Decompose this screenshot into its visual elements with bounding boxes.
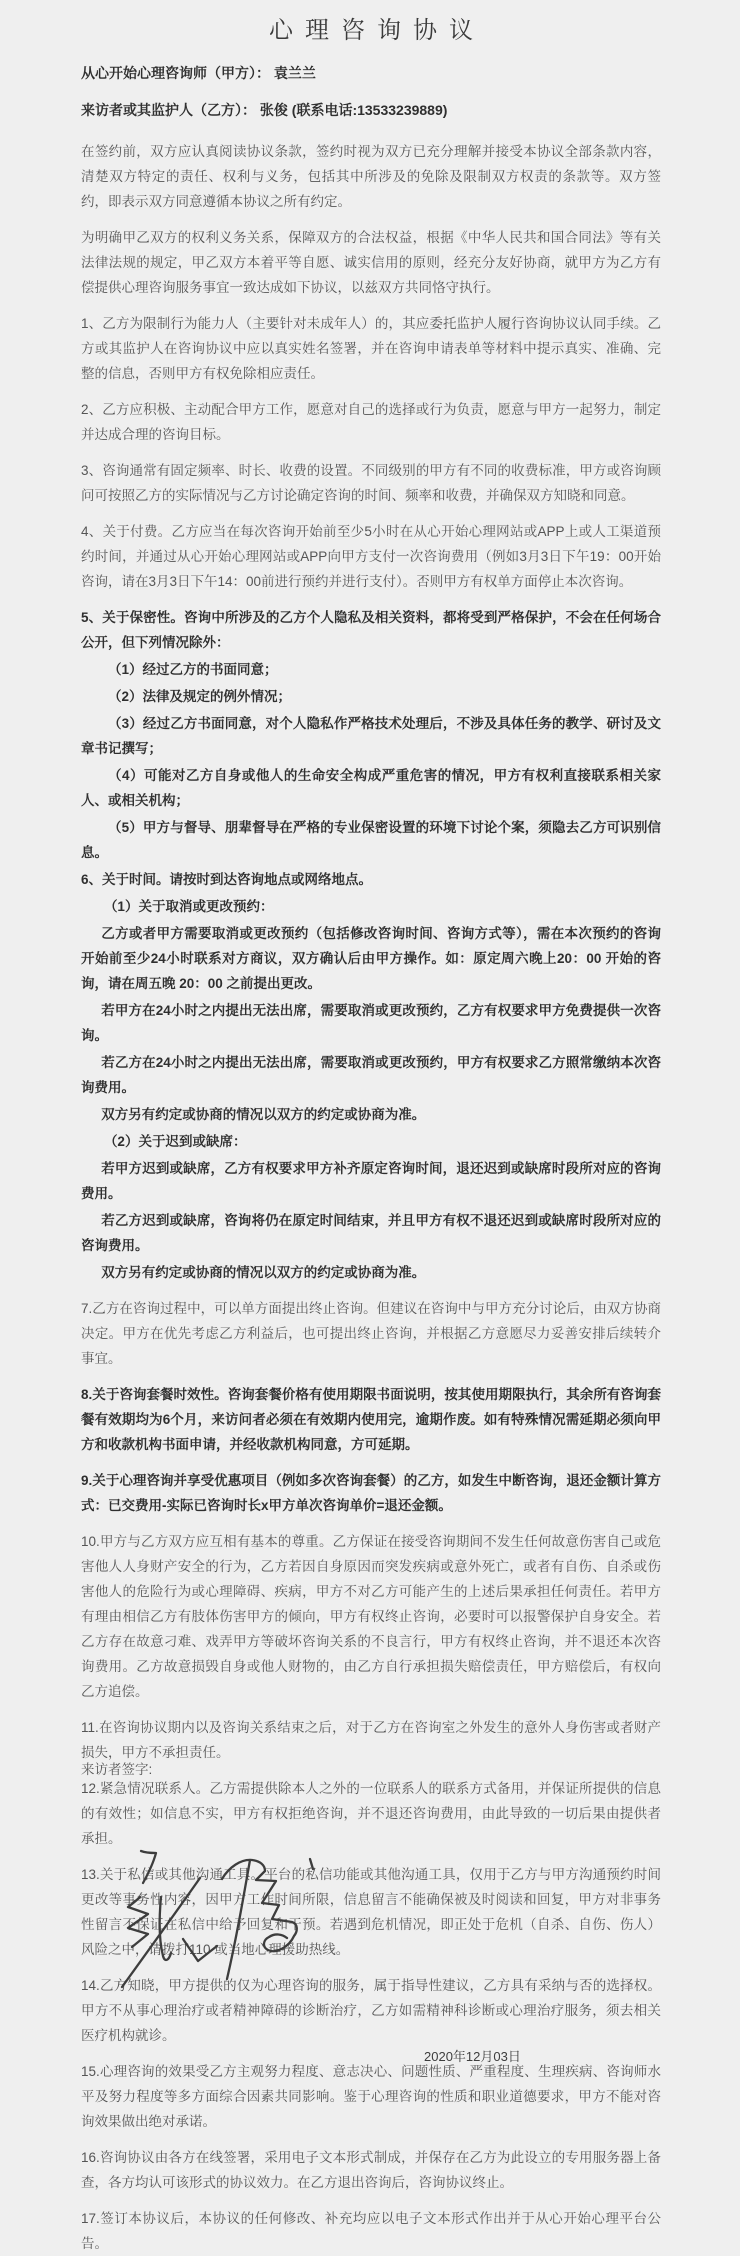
party-a-line: 从心开始心理咨询师（甲方）： 袁兰兰 (81, 65, 316, 81)
agreement-paragraph: （1）经过乙方的书面同意； (108, 662, 278, 677)
agreement-paragraph: 9.关于心理咨询并享受优惠项目（例如多次咨询套餐）的乙方，如发生中断咨询，退还金额计算方式：已交费用-实际已咨询时长x甲方单次咨询单价=退还金额。 (81, 1473, 661, 1513)
agreement-paragraph: 13.关于私信或其他沟通工具。平台的私信功能或其他沟通工具，仅用于乙方与甲方沟通预约时间更改等事务性内容，因甲方工作时间所限，信息留言不能确保被及时阅读和回复，甲方对非事务性留言不保证在私信中给予回复和干预。若遇到危机情况，即正处于危机（自杀、自伤、伤人）风险之中，请拨打110 或当地心理援助热线。 (81, 1867, 661, 1957)
signature-date: 2020年12月03日 (424, 2049, 521, 2064)
agreement-paragraph: 1、乙方为限制行为能力人（主要针对未成年人）的，其应委托监护人履行咨询协议认同手续。乙方或其监护人在咨询协议中应以真实姓名签署，并在咨询申请表单等材料中提示真实、准确、完整的信息，否则甲方有权免除相应责任。 (81, 316, 661, 381)
signature-stroke (141, 1851, 156, 1883)
agreement-paragraph: 若甲方迟到或缺席，乙方有权要求甲方补齐原定咨询时间，退还迟到或缺席时段所对应的咨询费用。 (81, 1161, 661, 1201)
visitor-signature-label: 来访者签字: (81, 1762, 153, 1777)
agreement-paragraph: （1）关于取消或更改预约： (103, 899, 274, 914)
agreement-paragraph: 10.甲方与乙方双方应互相有基本的尊重。乙方保证在接受咨询期间不发生任何故意伤害自己或危害他人人身财产安全的行为，乙方若因自身原因而突发疾病或意外死亡，或者有自伤、自杀或伤害他人的危险行为或心理障碍、疾病，甲方不对乙方可能产生的上述后果承担任何责任。若甲方有理由相信乙方有肢体伤害甲方的倾向，甲方有权终止咨询，必要时可以报警保护自身安全。若乙方存在故意刁难、戏弄甲方等破坏咨询关系的不良言行，甲方有权终止咨询，并不退还本次咨询费用。乙方故意损毁自身或他人财物的，由乙方自行承担损失赔偿责任，甲方赔偿后，有权向乙方追偿。 (81, 1534, 661, 1699)
agreement-paragraph: 4、关于付费。乙方应当在每次咨询开始前至少5小时在从心开始心理网站或APP上或人工渠道预约时间，并通过从心开始心理网站或APP向甲方支付一次咨询费用（例如3月3日下午19：00开始咨询，请在3月3日下午14：00前进行预约并进行支付）。否则甲方有权单方面停止本次咨询。 (81, 524, 661, 589)
signature-stroke (128, 1897, 148, 1947)
agreement-paragraph: 7.乙方在咨询过程中，可以单方面提出终止咨询。但建议在咨询中与甲方充分讨论后，由双方协商决定。甲方在优先考虑乙方利益后，也可提出终止咨询，并根据乙方意愿尽力妥善安排后续转介事宜。 (81, 1301, 661, 1366)
agreement-paragraph: （5）甲方与督导、朋辈督导在严格的专业保密设置的环境下讨论个案，须隐去乙方可识别信息。 (81, 820, 661, 860)
agreement-paragraph: 双方另有约定或协商的情况以双方的约定或协商为准。 (101, 1107, 426, 1122)
agreement-paragraph: （3）经过乙方书面同意，对个人隐私作严格技术处理后，不涉及具体任务的教学、研讨及文章书记撰写； (81, 716, 661, 756)
agreement-paragraph: 为明确甲乙双方的权利义务关系，保障双方的合法权益，根据《中华人民共和国合同法》等有关法律法规的规定，甲乙双方本着平等自愿、诚实信用的原则，经充分友好协商，就甲方为乙方有偿提供心理咨询服务事宜一致达成如下协议，以兹双方共同恪守执行。 (81, 230, 661, 295)
agreement-paragraph: （4）可能对乙方自身或他人的生命安全构成严重危害的情况，甲方有权利直接联系相关家人、或相关机构； (81, 768, 661, 808)
agreement-paragraph: （2）法律及规定的例外情况； (108, 689, 292, 704)
agreement-paragraph: 14.乙方知晓，甲方提供的仅为心理咨询的服务，属于指导性建议，乙方具有采纳与否的选择权。甲方不从事心理治疗或者精神障碍的诊断治疗，乙方如需精神科诊断或心理治疗服务，须去相关医疗机构就诊。 (81, 1978, 661, 2043)
agreement-paragraph: 在签约前，双方应认真阅读协议条款，签约时视为双方已充分理解并接受本协议全部条款内容，清楚双方特定的责任、权利与义务，包括其中所涉及的免除及限制双方权责的条款等。双方签约，即表示双方同意遵循本协议之所有约定。 (81, 144, 661, 209)
agreement-paragraph: 16.咨询协议由各方在线签署，采用电子文本形式制成，并保存在乙方为此设立的专用服务器上备查，各方均认可该形式的协议效力。在乙方退出咨询后，咨询协议终止。 (81, 2150, 661, 2190)
agreement-paragraph: 6、关于时间。请按时到达咨询地点或网络地点。 (81, 872, 373, 887)
signature-stroke (227, 1860, 250, 1979)
signature-stroke (122, 1878, 200, 1987)
agreement-paragraph: （2）关于迟到或缺席： (103, 1134, 247, 1149)
agreement-paragraph: 若甲方在24小时之内提出无法出席，需要取消或更改预约，乙方有权要求甲方免费提供一次咨询。 (81, 1003, 661, 1043)
agreement-paragraph: 若乙方迟到或缺席，咨询将仍在原定时间结束，并且甲方有权不退还迟到或缺席时段所对应的咨询费用。 (81, 1213, 661, 1253)
signature-stroke (183, 1939, 217, 1961)
agreement-paragraph: 3、咨询通常有固定频率、时长、收费的设置。不同级别的甲方有不同的收费标准，甲方或咨询顾问可按照乙方的实际情况与乙方讨论确定咨询的时间、频率和收费，并确保双方知晓和同意。 (81, 463, 661, 503)
handwritten-signature (60, 1830, 360, 2020)
agreement-paragraph: 8.关于咨询套餐时效性。咨询套餐价格有使用期限书面说明，按其使用期限执行，其余所有咨询套餐有效期均为6个月，来访问者必须在有效期内使用完，逾期作废。如有特殊情况需延期必须向甲方和收款机构书面申请，并经收款机构同意，方可延期。 (81, 1387, 661, 1452)
agreement-paragraph: 2、乙方应积极、主动配合甲方工作，愿意对自己的选择或行为负责，愿意与甲方一起努力，制定并达成合理的咨询目标。 (81, 402, 661, 442)
signature-stroke (222, 1860, 297, 1951)
agreement-paragraph: 17.签订本协议后，本协议的任何修改、补充均应以电子文本形式作出并于从心开始心理平台公告。 (81, 2211, 661, 2251)
agreement-paragraph: 11.在咨询协议期内以及咨询关系结束之后，对于乙方在咨询室之外发生的意外人身伤害或者财产损失，甲方不承担责任。 (81, 1720, 661, 1760)
agreement-paragraph: 12.紧急情况联系人。乙方需提供除本人之外的一位联系人的联系方式备用，并保证所提供的信息的有效性；如信息不实，甲方有权拒绝咨询，并不退还咨询费用，由此导致的一切后果由提供者承担。 (81, 1781, 661, 1846)
party-b-line: 来访者或其监护人（乙方）： 张俊 (联系电话:13533239889) (81, 102, 448, 118)
signature-stroke (310, 1859, 313, 1869)
page-title: 心理咨询协议 (269, 17, 485, 44)
agreement-paragraph: 乙方或者甲方需要取消或更改预约（包括修改咨询时间、咨询方式等），需在本次预约的咨询开始前至少24小时联系对方商议，双方确认后由甲方操作。如：原定周六晚上20：00 开始的咨询，请在周五晚 20：00 之前提出更改。 (81, 926, 661, 991)
agreement-paragraph: 5、关于保密性。咨询中所涉及的乙方个人隐私及相关资料，都将受到严格保护，不会在任何场合公开，但下列情况除外： (81, 610, 661, 650)
agreement-paragraph: 若乙方在24小时之内提出无法出席，需要取消或更改预约，甲方有权要求乙方照常缴纳本次咨询费用。 (81, 1055, 661, 1095)
agreement-paragraph: 双方另有约定或协商的情况以双方的约定或协商为准。 (101, 1265, 426, 1280)
agreement-paragraph: 15.心理咨询的效果受乙方主观努力程度、意志决心、问题性质、严重程度、生理疾病、咨询师水平及努力程度等多方面综合因素共同影响。鉴于心理咨询的性质和职业道德要求，甲方不能对咨询效果做出绝对承诺。 (81, 2064, 661, 2129)
